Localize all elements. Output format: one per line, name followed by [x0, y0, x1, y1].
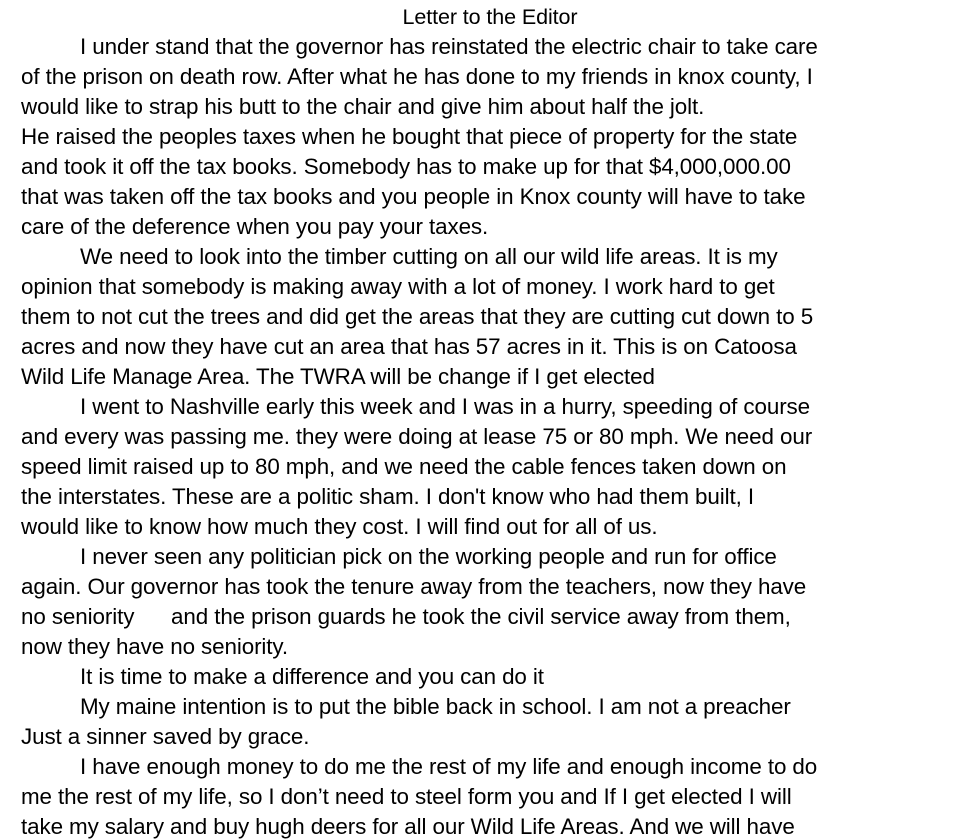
letter-line: would like to know how much they cost. I will find out for all of us. — [21, 514, 658, 539]
letter-line: I never seen any politician pick on the working people and run for office — [80, 544, 777, 569]
letter-line: of the prison on death row. After what he has done to my friends in knox county, I — [21, 64, 813, 89]
letter-line: again. Our governor has took the tenure away from the teachers, now they have — [21, 574, 807, 599]
letter-line: them to not cut the trees and did get the areas that they are cutting cut down to 5 — [21, 304, 814, 329]
letter-line: Wild Life Manage Area. The TWRA will be change if I get elected — [21, 364, 655, 389]
letter-line: would like to strap his butt to the chair and give him about half the jolt. — [21, 94, 705, 119]
letter-line: It is time to make a difference and you can do it — [80, 664, 544, 689]
letter-line: acres and now they have cut an area that has 57 acres in it. This is on Catoosa — [21, 334, 797, 359]
letter-line: My maine intention is to put the bible back in school. I am not a preacher — [80, 694, 791, 719]
letter-line: now they have no seniority. — [21, 634, 288, 659]
letter-title: Letter to the Editor — [402, 5, 578, 29]
letter-line: I under stand that the governor has reinstated the electric chair to take care — [80, 34, 818, 59]
letter-line: and took it off the tax books. Somebody has to make up for that $4,000,000.00 — [21, 154, 791, 179]
letter-line: no seniority and the prison guards he took the civil service away from them, — [21, 604, 791, 629]
letter-line: the interstates. These are a politic sham. I don't know who had them built, I — [21, 484, 754, 509]
letter-line: that was taken off the tax books and you people in Knox county will have to take — [21, 184, 806, 209]
letter-line: speed limit raised up to 80 mph, and we need the cable fences taken down on — [21, 454, 787, 479]
letter-line: and every was passing me. they were doing at lease 75 or 80 mph. We need our — [21, 424, 813, 449]
letter-line: care of the deference when you pay your taxes. — [21, 214, 489, 239]
letter-line: opinion that somebody is making away with a lot of money. I work hard to get — [21, 274, 775, 299]
letter-line: I went to Nashville early this week and I was in a hurry, speeding of course — [80, 394, 811, 419]
letter-line: We need to look into the timber cutting on all our wild life areas. It is my — [80, 244, 778, 269]
letter-line: me the rest of my life, so I don’t need to steel form you and If I get elected I will — [21, 784, 792, 809]
letter-line: I have enough money to do me the rest of my life and enough income to do — [80, 754, 818, 779]
letter-line: Just a sinner saved by grace. — [21, 724, 310, 749]
letter-line: take my salary and buy hugh deers for all our Wild Life Areas. And we will have — [21, 814, 795, 839]
letter-line: He raised the peoples taxes when he bought that piece of property for the state — [21, 124, 798, 149]
